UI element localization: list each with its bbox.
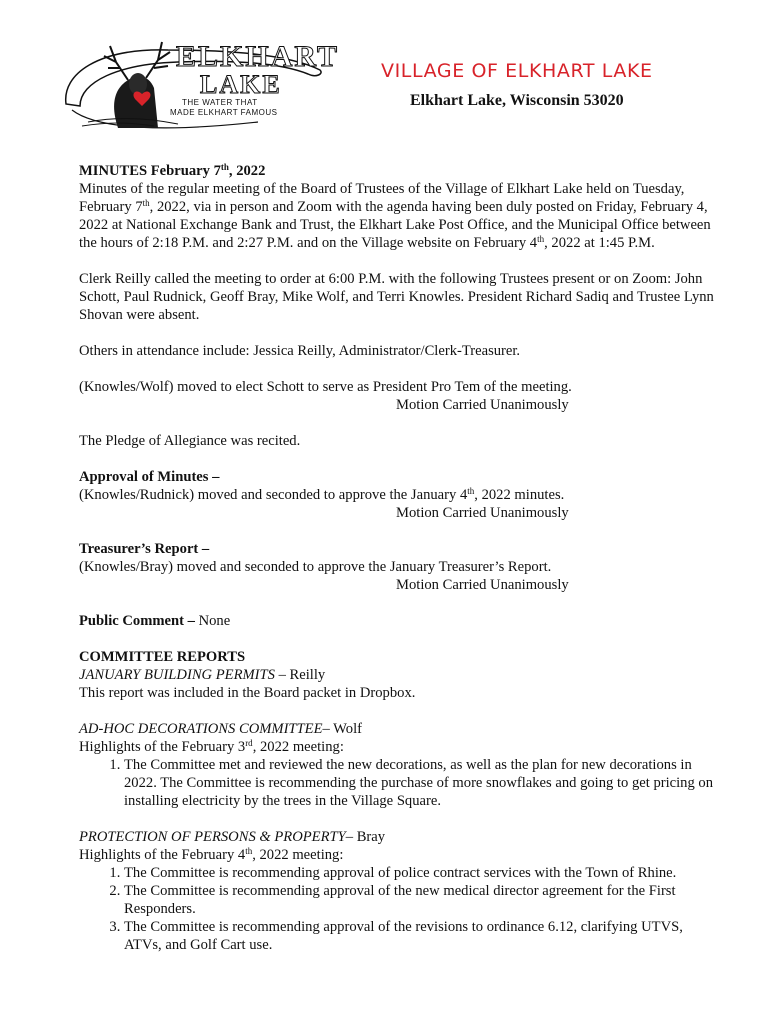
protection-title: PROTECTION OF PERSONS & PROPERTY– Bray — [79, 829, 386, 845]
protection-highlights: Highlights of the February 4th, 2022 meeting: — [79, 846, 344, 863]
attendance-paragraph: Others in attendance include: Jessica Reilly, Administrator/Clerk-Treasurer. — [79, 343, 521, 359]
building-permits-text: This report was included in the Board packet in Dropbox. — [79, 685, 416, 701]
list-item: 3. The Committee is recommending approval of the revisions to ordinance 6.12, clarifying UTVS, ATVs, and Golf Cart use. — [124, 918, 719, 954]
protection-list — [79, 864, 719, 954]
decorations-highlights: Highlights of the February 3rd, 2022 meeting: — [79, 738, 344, 755]
call-to-order-paragraph: Clerk Reilly called the meeting to order at 6:00 P.M. with the following Trustees present or on Zoom: John Schott, Paul Rudnick, Geoff Bray, Mike Wolf, and Terri Knowles. President Richard Sadiq and Trustee Lynn Shovan were absent. — [79, 271, 714, 323]
logo-tagline-2: MADE ELKHART FAMOUS — [170, 108, 278, 117]
motion-result: Motion Carried Unanimously — [396, 397, 569, 413]
pro-tem-motion: (Knowles/Wolf) moved to elect Schott to serve as President Pro Tem of the meeting. — [79, 379, 572, 395]
logo-tagline-1: THE WATER THAT — [182, 98, 258, 107]
decorations-title: AD-HOC DECORATIONS COMMITTEE– Wolf — [79, 721, 362, 737]
public-comment: Public Comment – None — [79, 613, 231, 629]
minutes-body — [79, 162, 719, 954]
intro-paragraph: Minutes of the regular meeting of the Board of Trustees of the Village of Elkhart Lake held on Tuesday, February 7th, 2022, via in person and Zoom with the agenda having been duly posted on Friday, February 4, 2022 at National Exchange Bank and Trust, the Elkhart Lake Post Office, and the Municipal Office between the hours of 2:18 P.M. and 2:27 P.M. and on the Village website on February 4th, 2022 at 1:45 P.M. — [79, 181, 711, 251]
list-item: 2. The Committee is recommending approval of the new medical director agreement for the First Responders. — [124, 882, 719, 918]
pledge-paragraph: The Pledge of Allegiance was recited. — [79, 433, 301, 449]
decorations-list — [79, 756, 719, 810]
committee-reports-heading: COMMITTEE REPORTS — [79, 649, 246, 665]
village-logo — [58, 34, 339, 134]
village-title: VILLAGE OF ELKHART LAKE — [381, 60, 653, 82]
treasurer-motion: (Knowles/Bray) moved and seconded to approve the January Treasurer’s Report. — [79, 559, 552, 575]
minutes-heading: MINUTES February 7th, 2022 — [79, 162, 266, 179]
logo-word-elkhart: ELKHART — [176, 40, 339, 73]
approval-motion: (Knowles/Rudnick) moved and seconded to approve the January 4th, 2022 minutes. — [79, 486, 565, 503]
motion-result: Motion Carried Unanimously — [396, 577, 569, 593]
treasurer-heading: Treasurer’s Report – — [79, 541, 210, 557]
motion-result: Motion Carried Unanimously — [396, 505, 569, 521]
approval-heading: Approval of Minutes – — [79, 469, 220, 485]
list-item: 1. The Committee met and reviewed the new decorations, as well as the plan for new decorations in 2022. The Committee is recommending the purchase of more snowflakes and going to get pricing on installing electricity by the trees in the Village Square. — [124, 756, 719, 810]
village-address: Elkhart Lake, Wisconsin 53020 — [410, 92, 624, 109]
logo-word-lake: LAKE — [200, 70, 282, 99]
building-permits-title: JANUARY BUILDING PERMITS – Reilly — [79, 667, 326, 683]
list-item: 1. The Committee is recommending approval of police contract services with the Town of Rhine. — [124, 864, 719, 882]
